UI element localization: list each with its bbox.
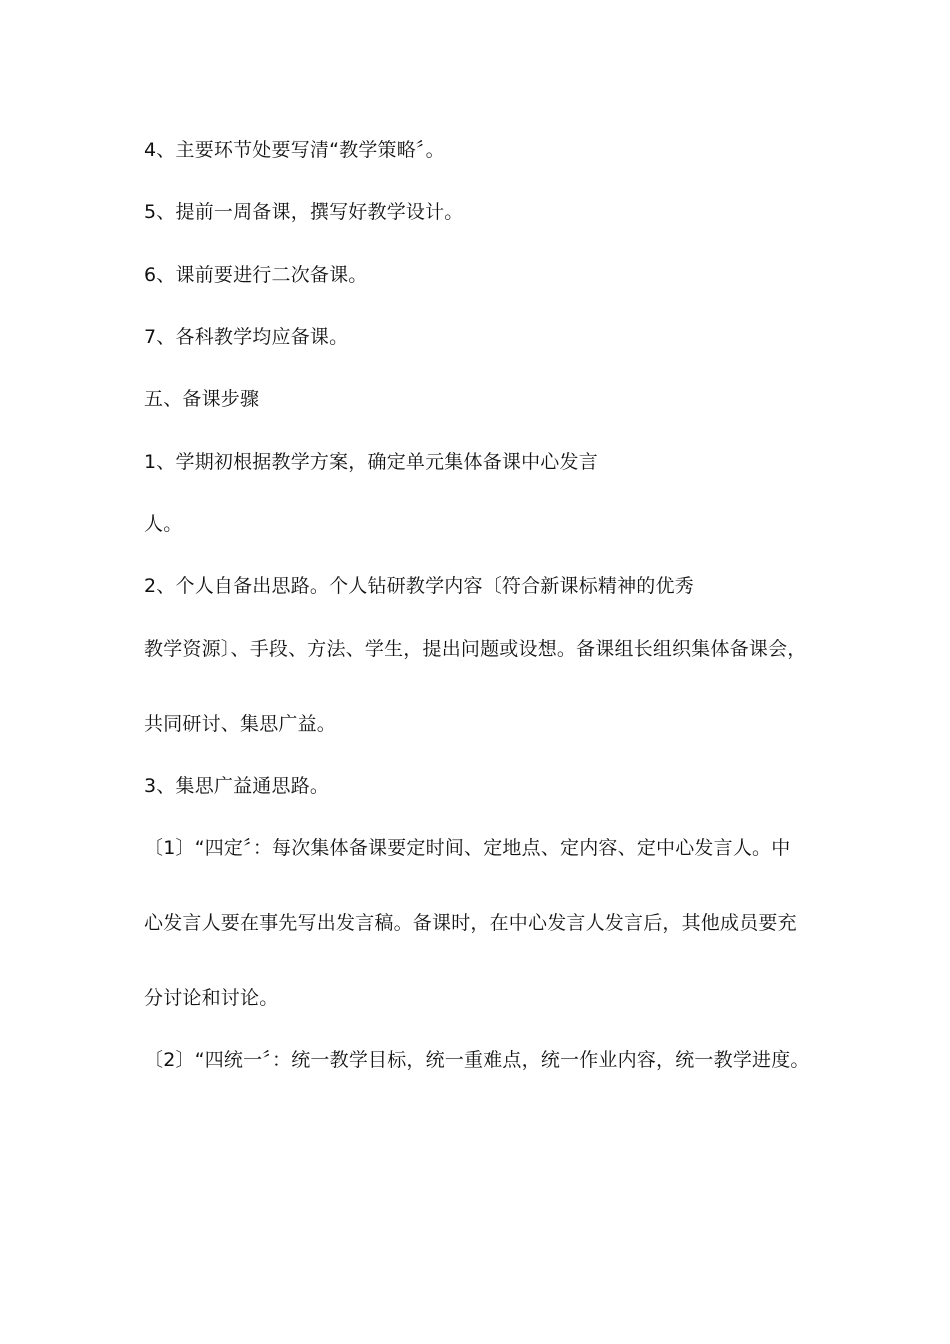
step-3-text: 3、集思广益通思路。: [144, 775, 330, 797]
step-1-continuation: 人。: [144, 513, 183, 535]
item-6-text: 6、课前要进行二次备课。: [144, 264, 368, 286]
step-3-sub-2: 〔2〕“四统一〞：统一教学目标，统一重难点，统一作业内容，统一教学进度。: [144, 1049, 810, 1071]
item-7-text: 7、各科教学均应备课。: [144, 326, 349, 348]
step-3-sub-1-continuation-2: 分讨论和讨论。: [144, 987, 279, 1009]
step-1-text: 1、学期初根据教学方案，确定单元集体备课中心发言: [144, 451, 598, 473]
step-2-continuation-2: 共同研讨、集思广益。: [144, 713, 337, 735]
step-2-continuation: 教学资源〕、手段、方法、学生，提出问题或设想。备课组长组织集体备课会，: [144, 638, 807, 660]
item-5-text: 5、提前一周备课，撰写好教学设计。: [144, 201, 464, 223]
section-heading: 五、备课步骤: [144, 388, 260, 410]
item-4-text: 4、主要环节处要写清“教学策略〞。: [144, 139, 445, 161]
step-3-sub-1-continuation: 心发言人要在事先写出发言稿。备课时，在中心发言人发言后，其他成员要充: [144, 912, 797, 934]
step-2-text: 2、个人自备出思路。个人钻研教学内容〔符合新课标精神的优秀: [144, 575, 694, 597]
step-3-sub-1: 〔1〕“四定〞：每次集体备课要定时间、定地点、定内容、定中心发言人。中: [144, 837, 791, 859]
